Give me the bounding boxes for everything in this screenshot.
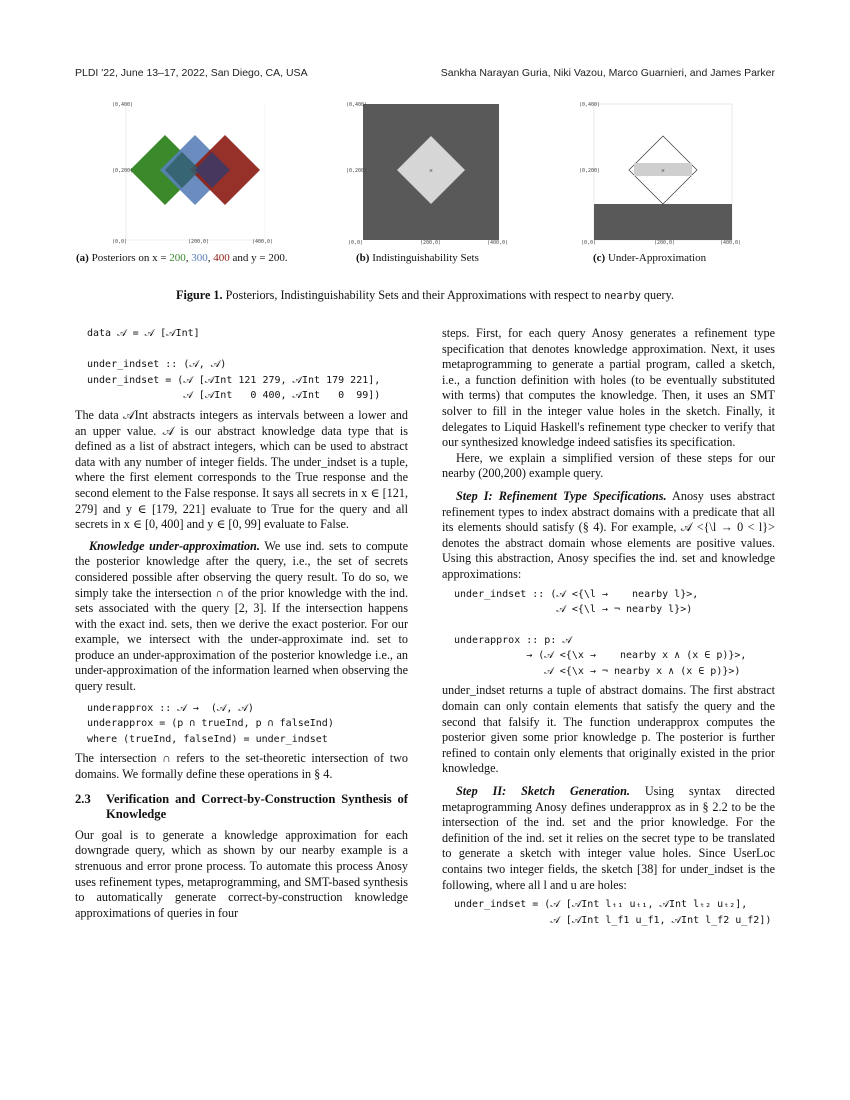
tick-x-right: (400,0): [487, 240, 509, 246]
code-sketch: under_indset = (𝒜 [𝒜Int lₜ₁ uₜ₁, 𝒜Int lₜ₂ uₜ₂], 𝒜 [𝒜Int l_f1 u_f1, 𝒜Int l_f2 u_f2]): [454, 899, 772, 926]
section-heading-2-3: 2.3 Verification and Correct-by-Construction Synthesis of Knowledge: [75, 791, 408, 822]
subcaption-a: (a) Posteriors on x = 200, 300, 400 and y = 200.: [76, 252, 288, 264]
tick-y-bottom: (0,0): [348, 240, 364, 246]
code-under-indset-spec: under_indset :: (𝒜 <{\l → nearby l}>, 𝒜 <{\l → ¬ nearby l}>): [454, 588, 699, 616]
tick-y-mid: (0,200): [112, 168, 134, 174]
false-underapprox-rect: [594, 204, 732, 240]
query-point-marker: ×: [429, 167, 433, 175]
tick-x-right: (400,0): [720, 240, 742, 246]
figure-panel-underapprox: [578, 100, 742, 246]
tick-x-mid: (200,0): [188, 239, 210, 245]
figure-caption: Figure 1. Posteriors, Indistinguishability Sets and their Approximations with respect to nearby query.: [176, 288, 674, 302]
tick-x-mid: (200,0): [654, 240, 676, 246]
running-header-venue: PLDI '22, June 13–17, 2022, San Diego, CA, USA: [75, 67, 308, 79]
tick-y-bottom: (0,0): [581, 240, 597, 246]
paragraph-intersection: The intersection ∩ refers to the set-theoretic intersection of two domains. We formally define these operations in § 4.: [75, 751, 408, 782]
paragraph-steps: steps. First, for each query Anosy generates a refinement type specification that denotes knowledge approximation. Next, it uses metaprogramming to generate a partial program, called a sketch, i.e., a function definition with holes (to be eventually substituted with terms) that computes the knowledge. Then, it uses an SMT solver to fill in the integer value holes in the sketch. Finally, it delegates to Liquid Haskell's refinement type checker to verify that our synthesized knowledge indeed satisfies its specification.: [442, 326, 775, 450]
code-under-indset-def: data 𝒜 = 𝒜 [𝒜Int] under_indset :: (𝒜, 𝒜) under_indset = (𝒜 [𝒜Int 121 279, 𝒜Int 179 221], 𝒜 [𝒜Int 0 400, 𝒜Int 0 99]): [87, 328, 381, 402]
subcaption-b: (b) Indistinguishability Sets: [356, 252, 479, 264]
tick-y-mid: (0,200): [346, 168, 368, 174]
subcaption-c: (c) Under-Approximation: [593, 252, 707, 264]
code-underapprox: underapprox :: 𝒜 → (𝒜, 𝒜) underapprox = (p ∩ trueInd, p ∩ falseInd) where (trueInd, falseInd) = under_indset: [87, 702, 334, 745]
tick-x-mid: (200,0): [420, 240, 442, 246]
paragraph-goal: Our goal is to generate a knowledge approximation for each downgrade query, which as shown by our nearby example is a strenuous and error prone process. To automate this process Anosy uses refinement types, metaprogramming, and SMT-based synthesis to automatically generate correct-by-construction knowledge approximations of queries in four: [75, 827, 408, 920]
tick-x-right: (400,0): [252, 239, 274, 245]
tick-y-mid: (0,200): [579, 168, 601, 174]
tick-y-top: (0,400): [346, 102, 368, 108]
figure-panel-posteriors: [110, 100, 274, 245]
tick-y-bottom: (0,0): [112, 239, 128, 245]
paragraph-step-2: Step II: Sketch Generation. Using syntax directed metaprogramming Anosy defines underapprox as in § 2.2 to be the intersection of the ind. set and the prior knowledge. For the definition of the ind. set it relies on the secret type to be translated to generate a sketch with integer value holes. Since UserLoc contains two integer fields, the sketch [38] for under_indset is the following, where all l and u are holes:: [442, 784, 775, 892]
tick-y-top: (0,400): [579, 102, 601, 108]
paragraph-under-indset-returns: under_indset returns a tuple of abstract domains. The first abstract domain can only contain elements that satisfy the query and the second that falsify it. The function underapprox computes the posterior given some prior knowledge p. The posterior is further refined to contain only elements that originally existed in the prior knowledge.: [442, 683, 775, 776]
left-column: [75, 326, 408, 921]
running-header-authors: Sankha Narayan Guria, Niki Vazou, Marco Guarnieri, and James Parker: [440, 67, 775, 79]
paragraph-step-1: Step I: Refinement Type Specifications. Anosy uses abstract refinement types to index abstract domains with a predicate that all its elements should satisfy (§ 4). For example, 𝒜 <{\l → 0 < l}> denotes the abstract domain whose elements are positive values. Using this abstraction, Anosy specifies the ind. set and knowledge approximations:: [442, 488, 776, 581]
paragraph-simplified: Here, we explain a simplified version of these steps for our nearby (200,200) example query.: [442, 450, 775, 481]
figure-panel-indistinguishability: [345, 100, 509, 246]
right-column: [442, 326, 775, 928]
code-underapprox-spec: underapprox :: p: 𝒜 → (𝒜 <{\x → nearby x ∧ (x ∈ p)}>, 𝒜 <{\x → ¬ nearby x ∧ (x ∈ p)}>): [454, 634, 747, 677]
query-point-marker: ×: [661, 167, 665, 175]
tick-y-top: (0,400): [112, 102, 134, 108]
paragraph-knowledge-underapprox: Knowledge under-approximation. We use ind. sets to compute the posterior knowledge after the query, i.e., the set of secrets considered possible after observing the query result. To do so, we simply take the intersection ∩ of the prior knowledge with the ind. sets associated with the query [2, 3]. If the intersection happens with the exact ind. sets, then we derive the exact posterior. For our example, we intersect with the under-approximate ind. set to produce an under-approximation of the posterior knowledge i.e., an under-approximation of the information learned when observing the query result.: [75, 538, 409, 694]
paragraph-aint: The data 𝒜Int abstracts integers as intervals between a lower and an upper value. 𝒜 is our abstract knowledge data type that is defined as a list of abstract integers, which can be used to abstract data with any number of integer fields. The under_indset is a tuple, where the first element corresponds to the True response and the second element to the False response. It says all secrets in x ∈ [121, 279] and y ∈ [179, 221] evaluate to True for the query and all secrets in x ∈ [0, 400] and y ∈ [0, 99] evaluate to False.: [75, 407, 408, 532]
